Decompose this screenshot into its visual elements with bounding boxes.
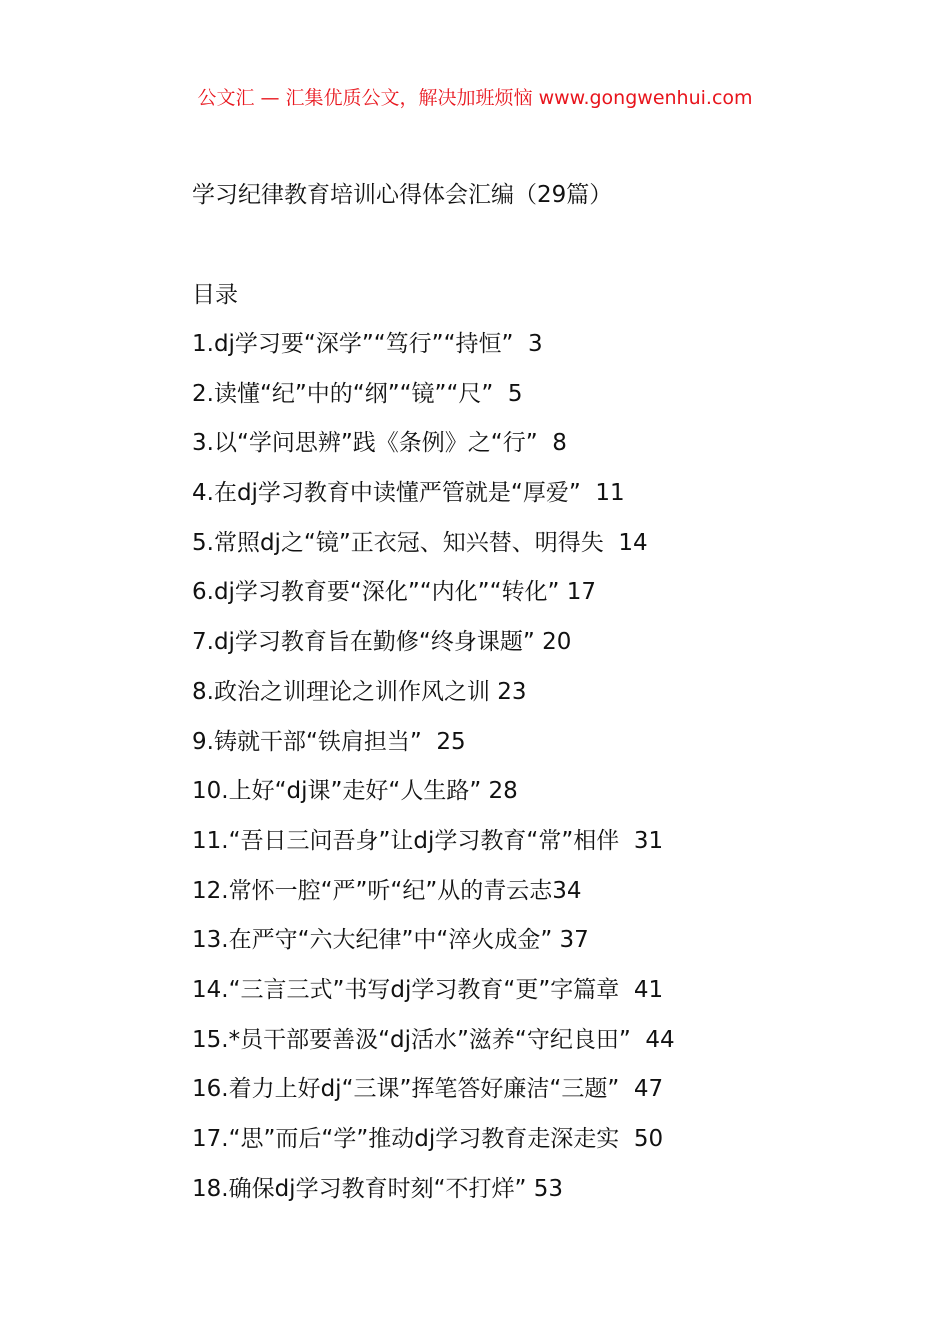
toc-entry: 18.确保dj学习教育时刻“不打烊” 53	[192, 1175, 563, 1202]
toc-entry: 6.dj学习教育要“深化”“内化”“转化” 17	[192, 579, 597, 606]
site-header-banner: 公文汇 — 汇集优质公文，解决加班烦恼 www.gongwenhui.com	[197, 87, 753, 109]
toc-entry: 13.在严守“六大纪律”中“淬火成金” 37	[192, 927, 589, 954]
toc-entry: 9.铸就干部“铁肩担当” 25	[192, 728, 466, 755]
toc-entry: 14.“三言三式”书写dj学习教育“更”字篇章 41	[192, 976, 664, 1003]
toc-entry: 15.*员干部要善汲“dj活水”滋养“守纪良田” 44	[192, 1026, 675, 1053]
toc-entry: 2.读懂“纪”中的“纲”“镜”“尺” 5	[192, 380, 523, 407]
toc-entry: 1.dj学习要“深学”“笃行”“持恒” 3	[192, 331, 543, 357]
toc-entry: 10.上好“dj课”走好“人生路” 28	[192, 778, 518, 805]
toc-entry: 8.政治之训理论之训作风之训 23	[192, 678, 527, 705]
toc-heading: 目录	[192, 282, 238, 308]
toc-entry: 11.“吾日三问吾身”让dj学习教育“常”相伴 31	[192, 827, 664, 854]
toc-entry: 4.在dj学习教育中读懂严管就是“厚爱” 11	[192, 480, 625, 507]
document-title: 学习纪律教育培训心得体会汇编（29篇）	[192, 182, 613, 208]
toc-entry: 5.常照dj之“镜”正衣冠、知兴替、明得失 14	[192, 529, 648, 556]
toc-entry: 16.着力上好dj“三课”挥笔答好廉洁“三题” 47	[192, 1076, 664, 1103]
toc-entry: 12.常怀一腔“严”听“纪”从的青云志34	[192, 877, 582, 904]
toc-entry: 17.“思”而后“学”推动dj学习教育走深走实 50	[192, 1126, 664, 1152]
table-of-contents	[192, 327, 675, 1221]
toc-entry: 3.以“学问思辨”践《条例》之“行” 8	[192, 430, 567, 457]
toc-entry: 7.dj学习教育旨在勤修“终身课题” 20	[192, 629, 572, 656]
